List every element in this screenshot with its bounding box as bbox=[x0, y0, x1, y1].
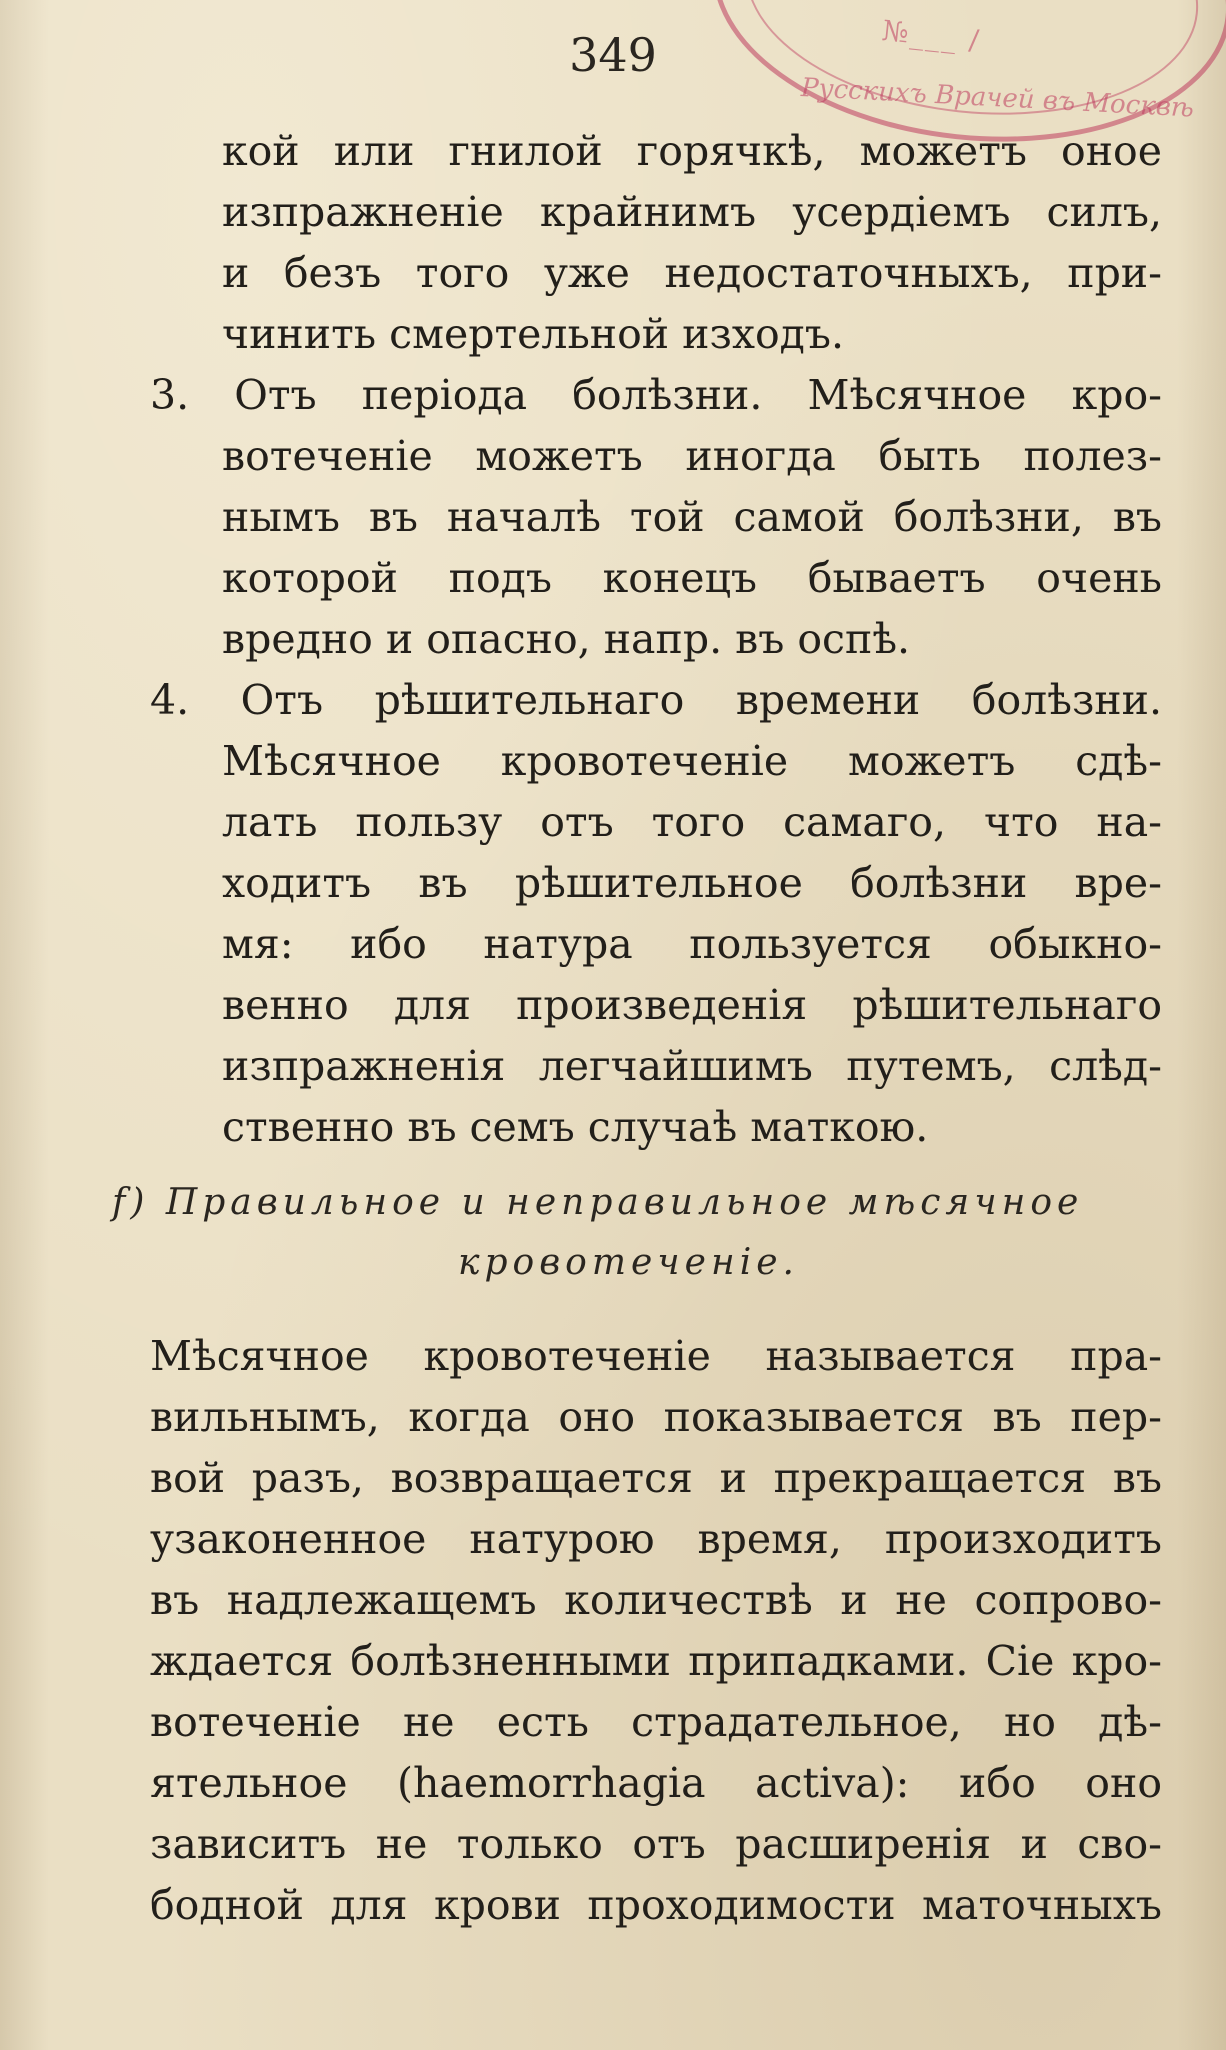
list-item-4-line: 4. Отъ рѣшительнаго времени болѣзни. bbox=[150, 676, 1162, 724]
text-line: зависитъ не только отъ расширенія и сво- bbox=[150, 1820, 1162, 1868]
text-line: вотеченіе не есть страдательное, но дѣ- bbox=[150, 1698, 1162, 1746]
text-line: бодной для крови проходимости маточныхъ bbox=[150, 1881, 1162, 1929]
text-line: венно для произведенія рѣшительнаго bbox=[222, 981, 1162, 1029]
text-line: въ надлежащемъ количествѣ и не сопрово- bbox=[150, 1576, 1162, 1624]
text-line: вотеченіе можетъ иногда быть полез- bbox=[222, 432, 1162, 480]
text-line: которой подъ конецъ бываетъ очень bbox=[222, 554, 1162, 602]
text-line: узаконенное натурою время, произходитъ bbox=[150, 1515, 1162, 1563]
text-line: Мѣсячное кровотеченіе называется пра- bbox=[150, 1332, 1162, 1380]
text-line: вильнымъ, когда оно показывается въ пер- bbox=[150, 1393, 1162, 1441]
stamp-number: №___ / bbox=[880, 13, 983, 58]
stamp-text: Русскихъ Врачей въ Москвѣ bbox=[800, 72, 1195, 124]
text-line: вой разъ, возвращается и прекращается въ bbox=[150, 1454, 1162, 1502]
text-line: ственно въ семъ случаѣ маткою. bbox=[222, 1103, 929, 1151]
page-number: 349 bbox=[569, 28, 657, 82]
text-line: Мѣсячное кровотеченіе можетъ сдѣ- bbox=[222, 737, 1162, 785]
text-line: ходитъ въ рѣшительное болѣзни вре- bbox=[222, 859, 1162, 907]
text-line: лать пользу отъ того самаго, что на- bbox=[222, 798, 1162, 846]
text-line: изпражненіе крайнимъ усердіемъ силъ, bbox=[222, 188, 1162, 236]
text-line: ждается болѣзненными припадками. Сіе кро- bbox=[150, 1637, 1162, 1685]
text-line: нымъ въ началѣ той самой болѣзни, въ bbox=[222, 493, 1162, 541]
text-line: вредно и опасно, напр. въ оспѣ. bbox=[222, 615, 911, 663]
text-line: изпражненія легчайшимъ путемъ, слѣд- bbox=[222, 1042, 1162, 1090]
text-line: чинить смертельной изходъ. bbox=[222, 310, 845, 358]
text-line: кой или гнилой горячкѣ, можетъ оное bbox=[222, 127, 1162, 175]
section-heading-cont: кровотеченіе. bbox=[458, 1242, 799, 1283]
text-line: и безъ того уже недостаточныхъ, при- bbox=[222, 249, 1162, 297]
text-line: мя: ибо натура пользуется обыкно- bbox=[222, 920, 1162, 968]
section-heading: f) Правильное и неправильное мѣсячное bbox=[112, 1182, 1084, 1223]
list-item-3-line: 3. Отъ періода болѣзни. Мѣсячное кро- bbox=[150, 371, 1162, 419]
text-line: ятельное (haemorrhagia activa): ибо оно bbox=[150, 1759, 1162, 1807]
